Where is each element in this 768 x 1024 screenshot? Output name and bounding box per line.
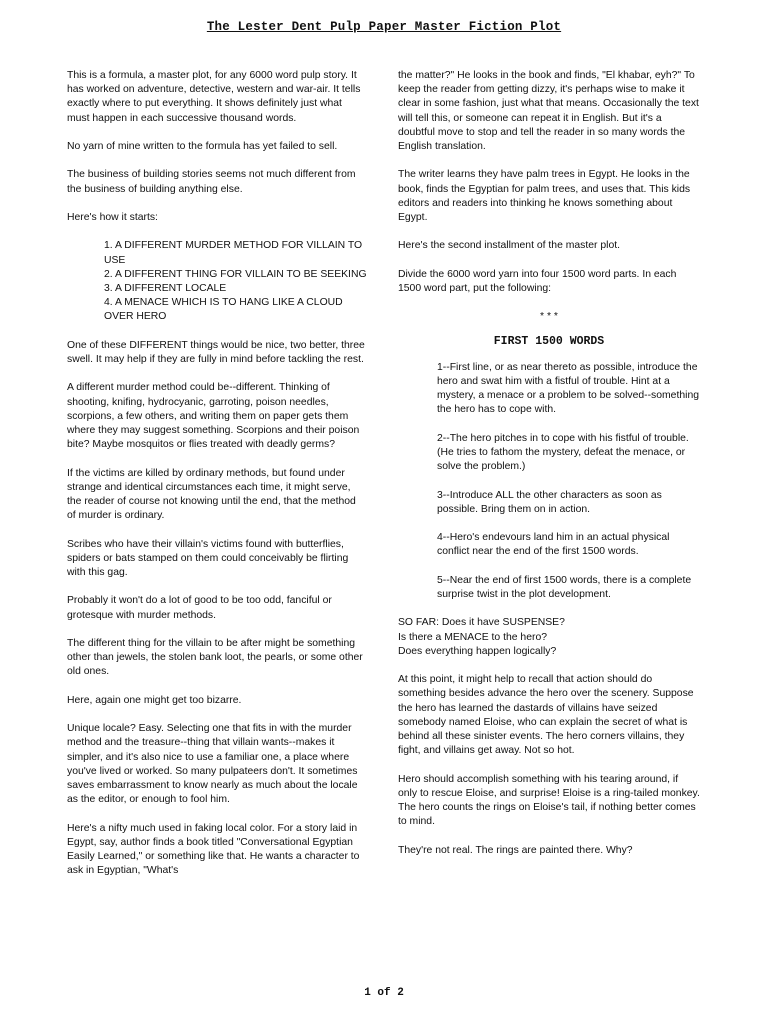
checklist-line: Is there a MENACE to the hero? [398, 631, 548, 643]
list-item: 3--Introduce ALL the other characters as soon as possible. Bring them on in action. [437, 489, 662, 515]
document-title: The Lester Dent Pulp Paper Master Fiction Plot [206, 20, 562, 34]
section-heading: FIRST 1500 WORDS [493, 334, 605, 348]
left-column [67, 69, 367, 893]
paragraph: No yarn of mine written to the formula has yet failed to sell. [67, 141, 338, 152]
paragraph: The different thing for the villain to be after might be something other than jewels, the stolen bank loot, the pearls, or some other old ones. [67, 637, 363, 678]
paragraph: This is a formula, a master plot, for any 6000 word pulp story. It has worked on adventure, detective, western and war-air. It tells exactly where to put everything. It shows definitely just what must happen in each successive thousand words. [67, 70, 361, 124]
so-far-checklist [398, 616, 700, 659]
list-item: 1--First line, or as near thereto as possible, introduce the hero and swat him with a fistful of trouble. Hint at a mystery, a menace or a problem to be solved--something the hero has to cope with. [437, 361, 699, 416]
paragraph: If the victims are killed by ordinary methods, but found under strange and identical circumstances each time, it might serve, the reader of course not knowing until the end, that the method of murder is ordinary. [67, 467, 356, 522]
section-divider: * * * [540, 311, 558, 323]
paragraph: Here, again one might get too bizarre. [67, 694, 242, 706]
paragraph: One of these DIFFERENT things would be nice, two better, three swell. It may help if they are fully in mind before tackling the rest. [67, 339, 365, 365]
paragraph: A different murder method could be--different. Thinking of shooting, knifing, hydrocyanic, garroting, poison needles, scorpions, a few others, and writing them on paper gets them where they may suggest something. Scorpions and their poison bite? Maybe mosquitos or flies treated with deadly germs? [67, 382, 360, 451]
checklist-line: Does everything happen logically? [398, 645, 557, 657]
paragraph: Divide the 6000 word yarn into four 1500 word parts. In each 1500 word part, put the following: [398, 268, 677, 294]
different-things-list [67, 239, 367, 324]
list-item: 2--The hero pitches in to cope with his fistful of trouble. (He tries to fathom the mystery, defeat the menace, or solve the problem.) [437, 432, 689, 473]
list-item: 2. A DIFFERENT THING FOR VILLAIN TO BE SEEKING [104, 268, 367, 280]
paragraph: Here's the second installment of the master plot. [398, 240, 621, 252]
checklist-line: SO FAR: Does it have SUSPENSE? [398, 617, 565, 629]
paragraph: They're not real. The rings are painted there. Why? [398, 844, 633, 856]
paragraph: the matter?" He looks in the book and finds, "El khabar, eyh?" To keep the reader from getting dizzy, it's perhaps wise to make it clear in some fashion, just what that means. Occasionally the text will tell this, or someone can repeat it in English. But it's a doubtful move to stop and tell the reader in so many words the English translation. [398, 70, 699, 153]
first-1500-words-list [398, 361, 703, 602]
right-column [398, 69, 700, 872]
paragraph: Hero should accomplish something with his tearing around, if only to rescue Eloise, and surprise! Eloise is a ring-tailed monkey. The hero counts the rings on Eloise's tail, if nothing better comes to mind. [398, 773, 700, 828]
list-item: 5--Near the end of first 1500 words, there is a complete surprise twist in the plot development. [437, 574, 692, 600]
list-item: 3. A DIFFERENT LOCALE [104, 282, 227, 294]
paragraph: The writer learns they have palm trees in Egypt. He looks in the book, finds the Egyptian for palm trees, and uses that. This kids editors and readers into thinking he knows something about Egypt. [398, 169, 691, 224]
paragraph: At this point, it might help to recall that action should do something besides advance the hero over the scenery. Suppose the hero has learned the dastards of villains have seized somebody named Eloise, who can explain the secret of what is behind all these sinister events. The hero corners villains, they fight, and villains get away. Not so hot. [398, 674, 694, 757]
paragraph: The business of building stories seems not much different from the business of building anything else. [67, 169, 356, 195]
paragraph: Here's a nifty much used in faking local color. For a story laid in Egypt, say, author finds a book titled "Conversational Egyptian Easily Learned," or something like that. He wants a character to ask in Egyptian, "What's [67, 822, 360, 877]
paragraph: Scribes who have their villain's victims found with butterflies, spiders or bats stamped on them could conceivably be flirting with this gag. [67, 538, 349, 578]
page-number: 1 of 2 [364, 987, 404, 999]
paragraph: Probably it won't do a lot of good to be too odd, fanciful or grotesque with murder methods. [67, 595, 332, 621]
paragraph: Here's how it starts: [67, 211, 158, 223]
list-item: 4. A MENACE WHICH IS TO HANG LIKE A CLOUD OVER HERO [104, 297, 343, 323]
list-item: 1. A DIFFERENT MURDER METHOD FOR VILLAIN TO USE [104, 240, 363, 266]
paragraph: Unique locale? Easy. Selecting one that fits in with the murder method and the treasure--thing that villain wants--makes it simpler, and it's also nice to use a familiar one, a place where you've lived or worked. So many pulpateers don't. It sometimes saves embarrassment to know nearly as much about the locale as the editor, or enough to fool him. [67, 723, 358, 806]
list-item: 4--Hero's endevours land him in an actual physical conflict near the end of the first 1500 words. [437, 532, 670, 558]
